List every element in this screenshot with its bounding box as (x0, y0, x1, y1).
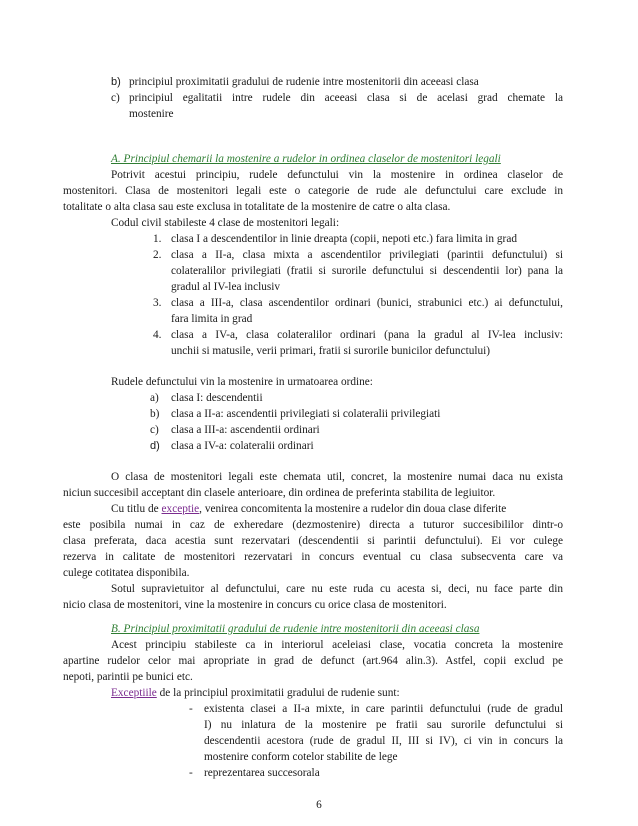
section-a-heading: A. Principiul chemarii la mostenire a rudelor in ordinea claselor de mostenitori legali (111, 153, 501, 165)
list-item-text: principiul egalitatii intre rudele din aceeasi clasa si de acelasi grad chemate la (129, 92, 563, 104)
class-text: unchii si matusile, verii primari, fratii si surorile bunicilor defunctului) (171, 345, 491, 357)
list-label: c) (111, 92, 120, 104)
exceptiile-link[interactable]: Exceptiile (111, 687, 157, 699)
paragraph-line (111, 686, 400, 702)
page-number: 6 (316, 799, 322, 811)
paragraph-line: culege cotitatea disponibila. (63, 567, 190, 579)
exception-text: mostenire conform cotelor stabilite de lege (204, 751, 398, 763)
paragraph-line: rezerva in calitate de mostenitori rezervatari in concurs eventual cu clasa subsecventa care va (63, 551, 563, 563)
order-text: clasa a II-a: ascendentii privilegiati si colateralii privilegiati (171, 408, 441, 420)
paragraph-text: Cu titlu de (111, 503, 159, 515)
paragraph-line (111, 502, 563, 518)
order-label: b) (150, 408, 160, 420)
paragraph-line: Acest principiu stabileste ca in interiorul aceleiasi clase, vocatia concreta la mostenire (111, 639, 563, 651)
list-label: b) (111, 76, 121, 88)
paragraph-line: Potrivit acestui principiu, rudele defunctului vin la mostenire in ordinea claselor de (111, 169, 563, 181)
paragraph-text: , venirea concomitenta la mostenire a rudelor din doua clase diferite (199, 503, 507, 515)
order-text: clasa a III-a: ascendentii ordinari (171, 424, 320, 436)
paragraph-line: totalitate o alta clasa sau este exclusa in totalitate de la mostenire de catre o alta clasa. (63, 201, 451, 213)
class-text: clasa I a descendentilor in linie dreapta (copii, nepoti etc.) fara limita in grad (171, 233, 517, 245)
list-item-text: principiul proximitatii gradului de rudenie intre mostenitorii din aceeasi clasa (129, 76, 479, 88)
order-text: clasa a IV-a: colateralii ordinari (171, 440, 314, 452)
class-label: 4. (153, 329, 162, 341)
paragraph-line: Codul civil stabileste 4 clase de mostenitori legali: (111, 217, 340, 229)
class-label: 2. (153, 249, 162, 261)
paragraph-text: de la principiul proximitatii gradului de rudenie sunt: (156, 687, 400, 699)
paragraph-line: Sotul supravietuitor al defunctului, care nu este ruda cu acesta si, deci, nu face parte din (111, 583, 563, 595)
order-label: a) (150, 392, 159, 404)
paragraph-line: este posibila numai in caz de exheredare (dezmostenire) directa a tuturor succesibililor dintr-o (63, 519, 563, 531)
paragraph-line: nicio clasa de mostenitori, vine la mostenire in concurs cu orice clasa de mostenitori. (63, 599, 447, 611)
order-label: d) (150, 440, 160, 452)
exception-bullet: - (189, 703, 193, 715)
class-text: clasa a III-a, clasa ascendentilor ordinari (bunici, strabunici etc.) ai defunctului, (171, 297, 563, 309)
paragraph-line: Rudele defunctului vin la mostenire in urmatoarea ordine: (111, 376, 373, 388)
paragraph-line: apartine rudelor celor mai apropriate in grad de defunct (art.964 alin.3). Astfel, copii exclud pe (63, 655, 563, 667)
exception-text: existenta clasei a II-a mixte, in care parintii defunctului (rude de gradul (204, 703, 563, 715)
exceptie-link[interactable]: exceptie (161, 503, 200, 515)
class-text: fara limita in grad (171, 313, 253, 325)
exception-text: descendentii acestora (rude de gradul II, III si IV), ci vin in concurs la (204, 735, 563, 747)
section-b-heading: B. Principiul proximitatii gradului de rudenie intre mostenitorii din aceeasi clasa (111, 623, 480, 635)
class-text: gradul al IV-lea inclusiv (171, 281, 281, 293)
paragraph-line: mostenitori. Clasa de mostenitori legali este o categorie de rude ale defunctului care exclude in (63, 185, 563, 197)
paragraph-line: clasa preferata, daca acestia sunt rezervatari (descendentii si parintii defunctului). Ei vor culege (63, 535, 563, 547)
paragraph-line: O clasa de mostenitori legali este chemata util, concret, la mostenire numai daca nu exista (111, 471, 563, 483)
class-text: clasa a IV-a, clasa colateralilor ordinari (pana la gradul al IV-lea inclusiv: (171, 329, 563, 341)
paragraph-line: niciun succesibil acceptant din clasele anterioare, din ordinea de preferinta stabilita de legiuitor. (63, 487, 496, 499)
order-label: c) (150, 424, 159, 436)
order-text: clasa I: descendentii (171, 392, 263, 404)
paragraph-line: nepoti, parintii pe bunici etc. (63, 671, 193, 683)
class-label: 1. (153, 233, 162, 245)
list-item-text: mostenire (129, 108, 174, 120)
exception-text: I) nu inlatura de la mostenire pe fratii sau surorile defunctului si (204, 719, 563, 731)
class-text: colateralilor privilegiati (fratii si surorile defunctului si descendentii lor) pana la (171, 265, 563, 277)
exception-bullet: - (189, 767, 193, 779)
exception-text: reprezentarea succesorala (204, 767, 320, 779)
class-label: 3. (153, 297, 162, 309)
class-text: clasa a II-a, clasa mixta a ascendentilor privilegiati (parintii defunctului) si (171, 249, 563, 261)
